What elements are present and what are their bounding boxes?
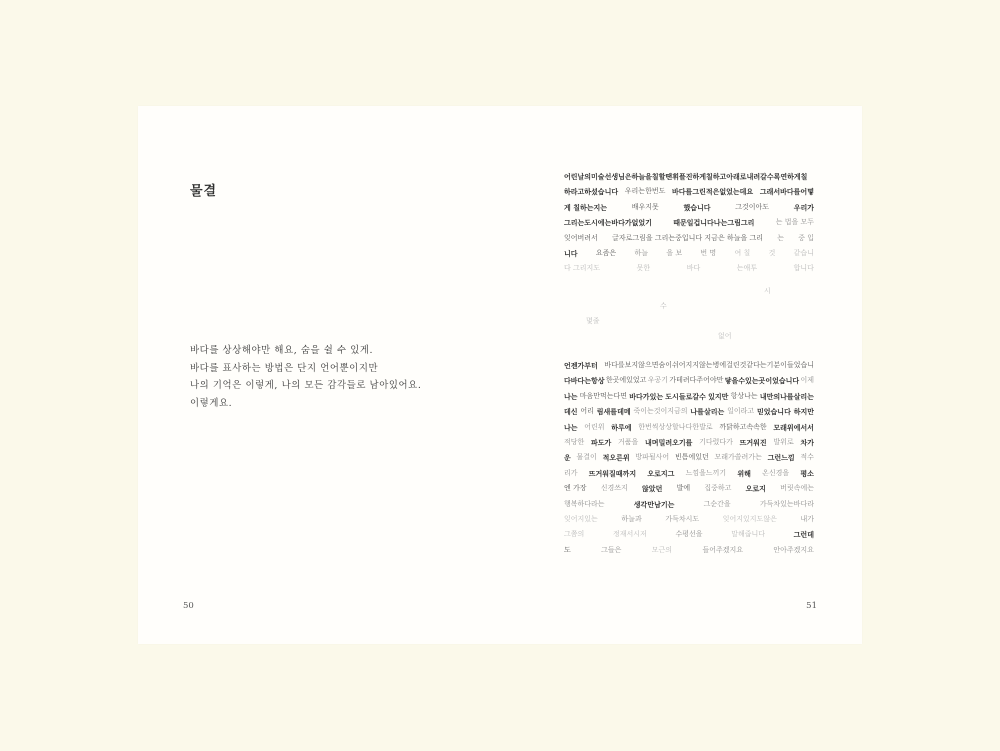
text-segment: 운 bbox=[564, 453, 571, 463]
text-segment: 뜨거워질때까지 bbox=[588, 468, 637, 478]
text-segment: 우리가 bbox=[793, 202, 814, 212]
text-segment: 죽이는것이지금의 bbox=[633, 407, 688, 416]
scattered-word: 몇줄 bbox=[586, 317, 600, 325]
text-segment: 니다 bbox=[564, 248, 578, 258]
text-segment: 바다를그린적은없었는데요 bbox=[672, 187, 754, 197]
text-segment: 온신경을 bbox=[762, 468, 790, 477]
text-block-upper bbox=[564, 169, 814, 277]
text-block-lower bbox=[564, 358, 814, 558]
scattered-word: 수 bbox=[660, 302, 667, 310]
poem-line: 나의 기억은 이렇게, 나의 모든 감각들로 남아있어요. bbox=[190, 380, 422, 391]
text-segment: 항상나는 bbox=[730, 391, 758, 400]
text-segment: 나는 bbox=[564, 422, 578, 432]
text-segment: 차가 bbox=[800, 437, 814, 447]
text-segment: 그런느낌 bbox=[767, 453, 795, 463]
text-segment: 때문일겁니다나는그림그리 bbox=[673, 218, 755, 228]
text-line bbox=[564, 389, 814, 404]
text-segment: 중 입 bbox=[798, 233, 814, 242]
text-segment: 리가 bbox=[564, 468, 578, 477]
scattered-words bbox=[564, 286, 814, 341]
text-segment: 말해줍니다 bbox=[731, 530, 765, 539]
text-segment: 하지만 bbox=[793, 407, 814, 417]
text-segment: 거품을 bbox=[618, 437, 639, 446]
poem-line: 이렇게요. bbox=[190, 397, 233, 409]
text-segment: 까닭하고속속한 bbox=[719, 422, 767, 431]
text-line bbox=[564, 215, 814, 230]
text-segment: 느낌을느끼기 bbox=[685, 468, 727, 477]
text-segment: 그런데 bbox=[793, 530, 814, 540]
text-segment: 그쯤의 bbox=[564, 530, 585, 539]
text-segment: 버릿속에는 bbox=[780, 484, 814, 493]
text-segment: 을 보 bbox=[666, 248, 683, 257]
text-segment: 방파될사어 bbox=[635, 453, 670, 462]
text-segment: 한곳에있었고 bbox=[605, 376, 647, 385]
text-line bbox=[564, 466, 814, 481]
text-line bbox=[564, 184, 814, 199]
text-segment: 정재서시저 bbox=[612, 530, 647, 539]
text-segment: 했습니다 bbox=[683, 202, 711, 212]
text-segment: 우공기 bbox=[647, 376, 669, 385]
text-segment: 오로지 bbox=[745, 484, 766, 494]
text-segment: 도 bbox=[564, 545, 571, 554]
scattered-word: 없어 bbox=[718, 332, 732, 340]
text-segment: 데신 bbox=[564, 407, 578, 417]
text-segment: 적당한 bbox=[564, 437, 585, 446]
text-segment: 마음만먹는다면 bbox=[579, 391, 628, 400]
text-segment: 여 칠 bbox=[734, 248, 751, 257]
text-segment: 하늘 bbox=[634, 248, 649, 257]
text-segment: 하루에 bbox=[611, 422, 632, 432]
text-segment: 내만의나를살리는 bbox=[759, 391, 814, 401]
text-line bbox=[564, 373, 814, 388]
text-line bbox=[564, 404, 814, 419]
text-segment: 한번씩상상할나다한발로 bbox=[638, 422, 713, 431]
text-segment: 내가 bbox=[800, 514, 814, 523]
text-line bbox=[564, 420, 814, 435]
text-segment: 어린위 bbox=[584, 422, 605, 431]
text-line bbox=[564, 261, 814, 276]
text-segment: 하라고하셨습니다 bbox=[564, 187, 619, 197]
text-segment: 언젠가부터 bbox=[564, 361, 598, 370]
text-segment: 모래가쓸려가는 bbox=[714, 453, 762, 462]
text-segment: 물결이 bbox=[576, 453, 597, 462]
text-segment: 발위로 bbox=[773, 437, 794, 446]
text-segment: 요즘은 bbox=[595, 248, 617, 257]
text-segment: 나를살리는 bbox=[690, 407, 725, 417]
text-segment: 믿었습니다 bbox=[757, 407, 791, 417]
text-segment: 생각만남기는 bbox=[633, 499, 675, 509]
text-line bbox=[564, 450, 814, 465]
text-segment: 잊어버려서 bbox=[564, 233, 598, 242]
text-segment: 뜨거워진 bbox=[739, 437, 767, 447]
text-segment: 위해 bbox=[737, 468, 751, 478]
text-segment: 그래서바다를어떻 bbox=[759, 187, 814, 197]
scattered-word: 시 bbox=[764, 287, 771, 295]
text-segment: 합니다 bbox=[793, 264, 814, 273]
text-segment: 발에 bbox=[676, 484, 691, 493]
text-segment: 일이라고 bbox=[727, 407, 755, 416]
page-title: 물결 bbox=[190, 184, 218, 199]
text-segment: 내며밀려오기를 bbox=[645, 437, 693, 447]
text-segment: 바다가있는 bbox=[629, 391, 664, 401]
text-segment: 못한 bbox=[636, 264, 651, 273]
text-line bbox=[564, 231, 814, 246]
text-segment: 있지만 bbox=[708, 391, 729, 401]
text-segment: 글자로그림을 그리는중입니다 지금은 하늘을 그리 bbox=[612, 233, 763, 242]
text-segment: 는애투 bbox=[736, 264, 758, 273]
text-segment: 번 명 bbox=[700, 248, 717, 257]
page-number-left: 50 bbox=[183, 601, 194, 611]
text-segment: 이제 bbox=[800, 376, 814, 385]
text-segment: 닿을수있는곳이었습니다 bbox=[724, 376, 800, 386]
text-segment: 들어주겠지요 bbox=[702, 545, 744, 554]
page-number-right: 51 bbox=[806, 601, 817, 611]
text-segment: 게 칠하는지는 bbox=[564, 202, 608, 212]
text-segment: 어리 bbox=[580, 407, 594, 416]
text-segment: 빈틈에있던 bbox=[674, 453, 709, 462]
text-segment: 그리는도시에는바다가없었기 bbox=[564, 218, 652, 228]
text-line bbox=[564, 435, 814, 450]
text-segment: 오로지그 bbox=[647, 468, 675, 478]
text-segment: 것 bbox=[768, 248, 776, 257]
book-spread bbox=[138, 106, 862, 644]
text-segment: 바다 bbox=[686, 264, 701, 273]
text-line bbox=[564, 358, 814, 373]
poem-line: 바다를 표사하는 방법은 단지 언어뿐이지만 bbox=[190, 362, 379, 374]
text-segment: 도시들로갈수 bbox=[665, 391, 706, 401]
text-segment: 그들은 bbox=[601, 545, 622, 554]
text-segment: 가득차있는바다라 bbox=[759, 499, 814, 508]
text-line bbox=[564, 527, 814, 542]
text-segment: 잊어지있는 bbox=[564, 514, 598, 523]
text-segment: 같습니 bbox=[793, 248, 814, 257]
text-segment: 않았던 bbox=[642, 484, 663, 494]
text-segment: 적수 bbox=[800, 453, 814, 462]
text-segment: 가테려다주어야만 bbox=[669, 376, 724, 385]
text-line bbox=[564, 481, 814, 496]
text-segment: 파도가 bbox=[591, 437, 612, 447]
text-segment: 모래위에서서 bbox=[773, 422, 814, 432]
text-line bbox=[564, 512, 814, 527]
text-segment: 적오른위 bbox=[602, 453, 630, 463]
text-segment: 다 그리지도 bbox=[564, 264, 601, 273]
poem-line: 바다를 상상해야만 해요, 숨을 쉴 수 있게. bbox=[190, 345, 374, 356]
text-segment: 배우지못 bbox=[631, 202, 659, 211]
text-segment: 그것이아도 bbox=[735, 202, 770, 211]
text-line bbox=[564, 246, 814, 261]
text-segment: 평소 bbox=[800, 468, 814, 478]
text-segment: 나는 bbox=[564, 391, 578, 401]
text-segment: 다바다는항상 bbox=[564, 376, 605, 386]
text-segment: 잊어지있지도않은 bbox=[722, 514, 777, 523]
text-segment: 기다렸다가 bbox=[699, 437, 733, 446]
text-line bbox=[564, 497, 814, 512]
text-segment: 는 법을 모두 bbox=[775, 218, 814, 227]
text-segment: 신경쓰지 bbox=[600, 484, 628, 493]
text-segment: 하늘과 bbox=[621, 514, 642, 523]
text-segment: 행복하다라는 bbox=[564, 499, 605, 508]
poem bbox=[190, 342, 480, 412]
text-segment: 집중하고 bbox=[704, 484, 732, 493]
text-segment: 우리는한번도 bbox=[624, 187, 666, 196]
text-segment: 모근의 bbox=[651, 545, 673, 554]
text-line bbox=[564, 169, 814, 184]
text-segment: 그순간을 bbox=[703, 499, 731, 508]
text-line bbox=[564, 200, 814, 215]
text-segment: 림새를데메 bbox=[596, 407, 631, 417]
text-segment: 바다를보지않으면숨이쉬어지지않는병에걸린것같다는기분이들었습니 bbox=[604, 361, 814, 369]
text-segment: 안아주겠지요 bbox=[773, 545, 814, 554]
text-line bbox=[564, 543, 814, 558]
text-segment: 는 bbox=[777, 233, 784, 242]
text-segment: 가득차시도 bbox=[665, 514, 700, 523]
text-segment: 수평선을 bbox=[675, 530, 703, 539]
text-segment: 엔 가장 bbox=[564, 484, 587, 493]
text-segment: 어린날의미술선생님은하늘을칠할땐휘플진하게칠하고아래로내려갈수록연하게칠 bbox=[564, 172, 808, 181]
